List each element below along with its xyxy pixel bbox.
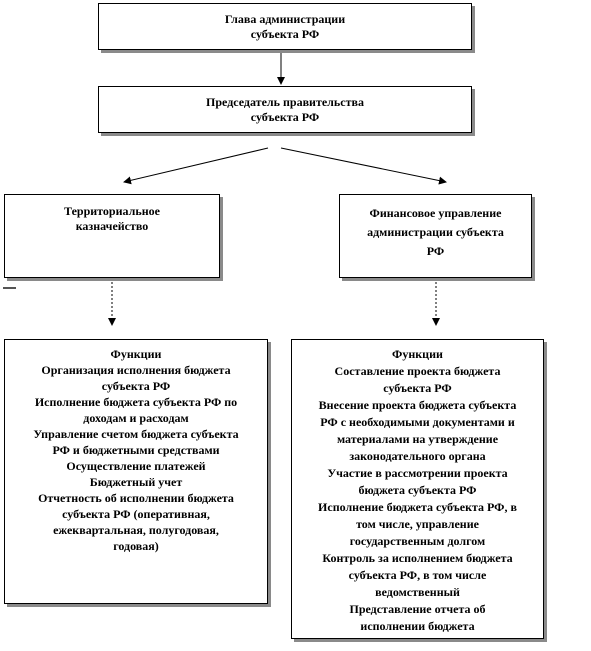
function-line: Бюджетный учет: [89, 475, 183, 489]
function-line: Участие в рассмотрении проекта: [327, 466, 508, 480]
box-line: казначейство: [75, 219, 149, 233]
function-line: Организация исполнения бюджета: [41, 363, 231, 377]
box-line: Председатель правительства: [206, 95, 364, 109]
box-line: Глава администрации: [224, 12, 346, 26]
arrow-chair-to-finance: [281, 148, 446, 182]
function-line: доходам и расходам: [83, 411, 189, 425]
function-line: Внесение проекта бюджета субъекта: [318, 398, 517, 412]
function-line: субъекта РФ, в том числе: [348, 568, 487, 582]
treasury-functions-box: [4, 339, 268, 604]
function-line: законодательного органа: [349, 449, 486, 463]
territorial-treasury-box: [4, 194, 220, 278]
function-line: том числе, управление: [356, 517, 479, 531]
finance-functions-box: [291, 339, 544, 639]
financial-department-box: [339, 194, 532, 278]
function-line: РФ с необходимыми документами и: [320, 415, 515, 429]
box-line: Финансовое управление: [369, 206, 502, 220]
function-line: ведомственный: [375, 585, 460, 599]
function-line: субъекта РФ: [101, 379, 171, 393]
function-line: ежеквартальная, полугодовая,: [53, 523, 219, 537]
function-line: годовая): [113, 539, 159, 553]
box-line: Территориальное: [64, 204, 160, 218]
function-line: Отчетность об исполнении бюджета: [38, 491, 234, 505]
box-line: администрации субъекта: [367, 225, 504, 239]
function-line: государственным долгом: [349, 534, 486, 548]
function-line: Управление счетом бюджета субъекта: [33, 427, 239, 441]
function-line: РФ и бюджетными средствами: [52, 443, 220, 457]
functions-title: Функции: [110, 347, 162, 361]
function-line: Составление проекта бюджета: [334, 364, 501, 378]
head-of-administration-box: [98, 3, 472, 50]
function-line: исполнении бюджета: [360, 619, 475, 633]
function-line: Представление отчета об: [349, 602, 486, 616]
functions-title: Функции: [392, 347, 443, 361]
function-line: материалами на утверждение: [336, 432, 499, 446]
box-line: РФ: [426, 244, 445, 258]
function-line: Осуществление платежей: [66, 459, 206, 473]
small-dash-mark: [3, 287, 16, 289]
arrow-chair-to-treasury: [124, 148, 268, 182]
function-line: Исполнение бюджета субъекта РФ по: [34, 395, 238, 409]
box-line: субъекта РФ: [250, 27, 320, 41]
function-line: субъекта РФ: [383, 381, 452, 395]
government-chairman-box: [98, 86, 472, 133]
function-line: Контроль за исполнением бюджета: [322, 551, 513, 565]
box-line: субъекта РФ: [250, 110, 320, 124]
function-line: субъекта РФ (оперативная,: [62, 507, 210, 521]
function-line: Исполнение бюджета субъекта РФ, в: [318, 500, 517, 514]
function-line: бюджета субъекта РФ: [358, 483, 477, 497]
